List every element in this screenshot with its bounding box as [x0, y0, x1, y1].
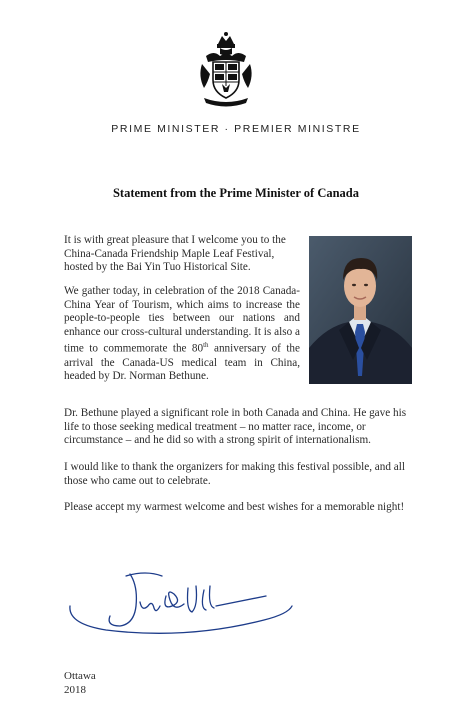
signing-year: 2018 [64, 684, 86, 696]
paragraph-celebration-text: We gather today, in celebration of the 2018 Canada-China Year of Tourism, which aims to increase the people-to-people ties between our nations and enhance our cross-cultural understanding. It is also a time to commemorate the 80 [64, 285, 300, 356]
paragraph-wishes: Please accept my warmest welcome and best wishes for a memorable night! [64, 501, 405, 513]
ordinal-suffix: th [203, 341, 209, 350]
coat-of-arms-icon [196, 30, 256, 110]
paragraph-celebration-text-end: anniversary of the arrival the Canada-US medical team in China, headed by Dr. Norman Bethune. [64, 343, 300, 383]
portrait-image [309, 236, 412, 384]
statement-heading: Statement from the Prime Minister of Canada [112, 186, 359, 200]
paragraph-celebration [64, 285, 300, 384]
paragraph-bethune: Dr. Bethune played a significant role in both Canada and China. He gave his life to those seeking medical treatment – no matter race, income, or circumstance – and he did so with a strong spirit of internationalism. [64, 407, 407, 447]
signing-place: Ottawa [64, 670, 96, 682]
office-title: PRIME MINISTER · PREMIER MINISTRE [111, 123, 361, 135]
paragraph-thanks: I would like to thank the organizers for making this festival possible, and all those who came out to celebrate. [64, 461, 405, 487]
signature-image [66, 566, 296, 638]
portrait-photo [309, 236, 412, 384]
paragraph-welcome: It is with great pleasure that I welcome you to the China-Canada Friendship Maple Leaf Festival, hosted by the Bai Yin Tuo Historical Site. [64, 234, 286, 274]
